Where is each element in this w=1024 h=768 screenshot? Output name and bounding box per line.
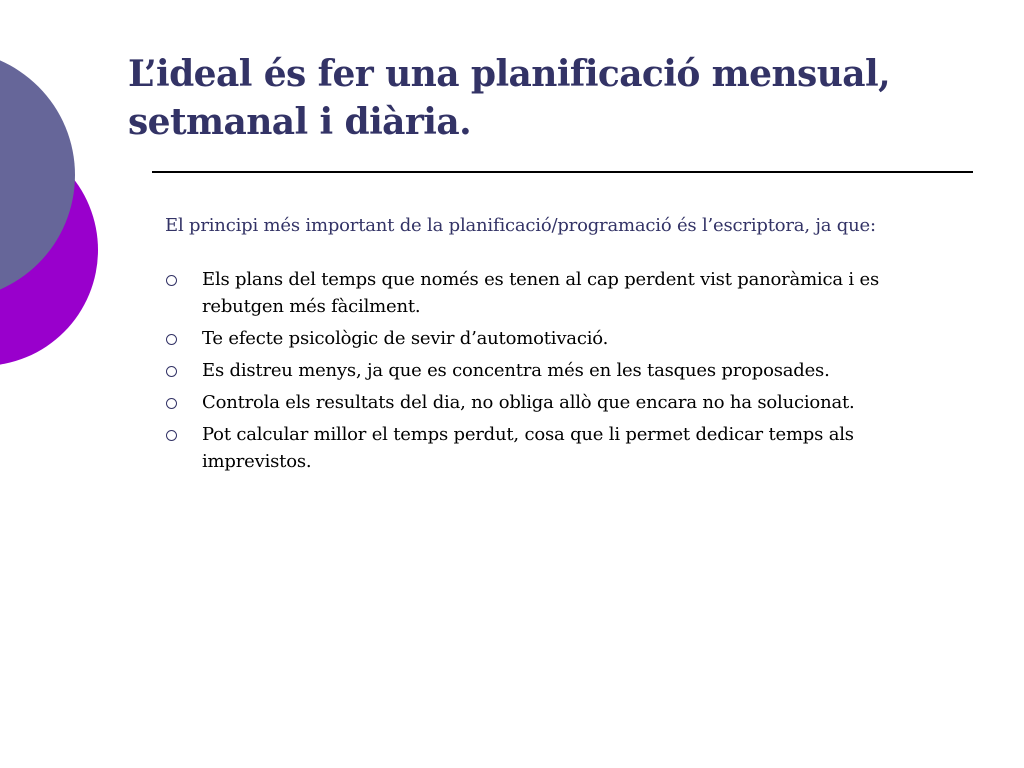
bullet-item [165,357,965,384]
bullet-item [165,325,965,352]
hollow-circle-bullet-icon [166,398,177,409]
slide-title-line-2: setmanal i diària. [128,101,472,143]
hollow-circle-bullet-icon [166,366,177,377]
hollow-circle-bullet-icon [166,430,177,441]
bullet-item [165,266,965,320]
bullet-text: Els plans del temps que només es tenen al cap perdent vist panoràmica i es rebutgen més fàcilment. [202,269,879,317]
bullet-text: Pot calcular millor el temps perdut, cosa que li permet dedicar temps als imprevistos. [202,424,854,472]
intro-paragraph: El principi més important de la planificació/programació és l’escriptora, ja que: [165,215,876,236]
bullet-list [165,266,965,475]
bullet-text: Te efecte psicològic de sevir d’automotivació. [202,328,609,349]
bullet-item [165,389,965,416]
decorative-circles [0,0,110,420]
slide-title [128,50,988,146]
bullet-text: Es distreu menys, ja que es concentra més en les tasques proposades. [202,360,830,381]
slide-title-line-1: L’ideal és fer una planificació mensual, [128,53,891,95]
bullet-item [165,421,965,475]
hollow-circle-bullet-icon [166,275,177,286]
title-divider [152,171,973,173]
hollow-circle-bullet-icon [166,334,177,345]
slide-body [165,212,965,480]
bullet-text: Controla els resultats del dia, no obliga allò que encara no ha solucionat. [202,392,855,413]
